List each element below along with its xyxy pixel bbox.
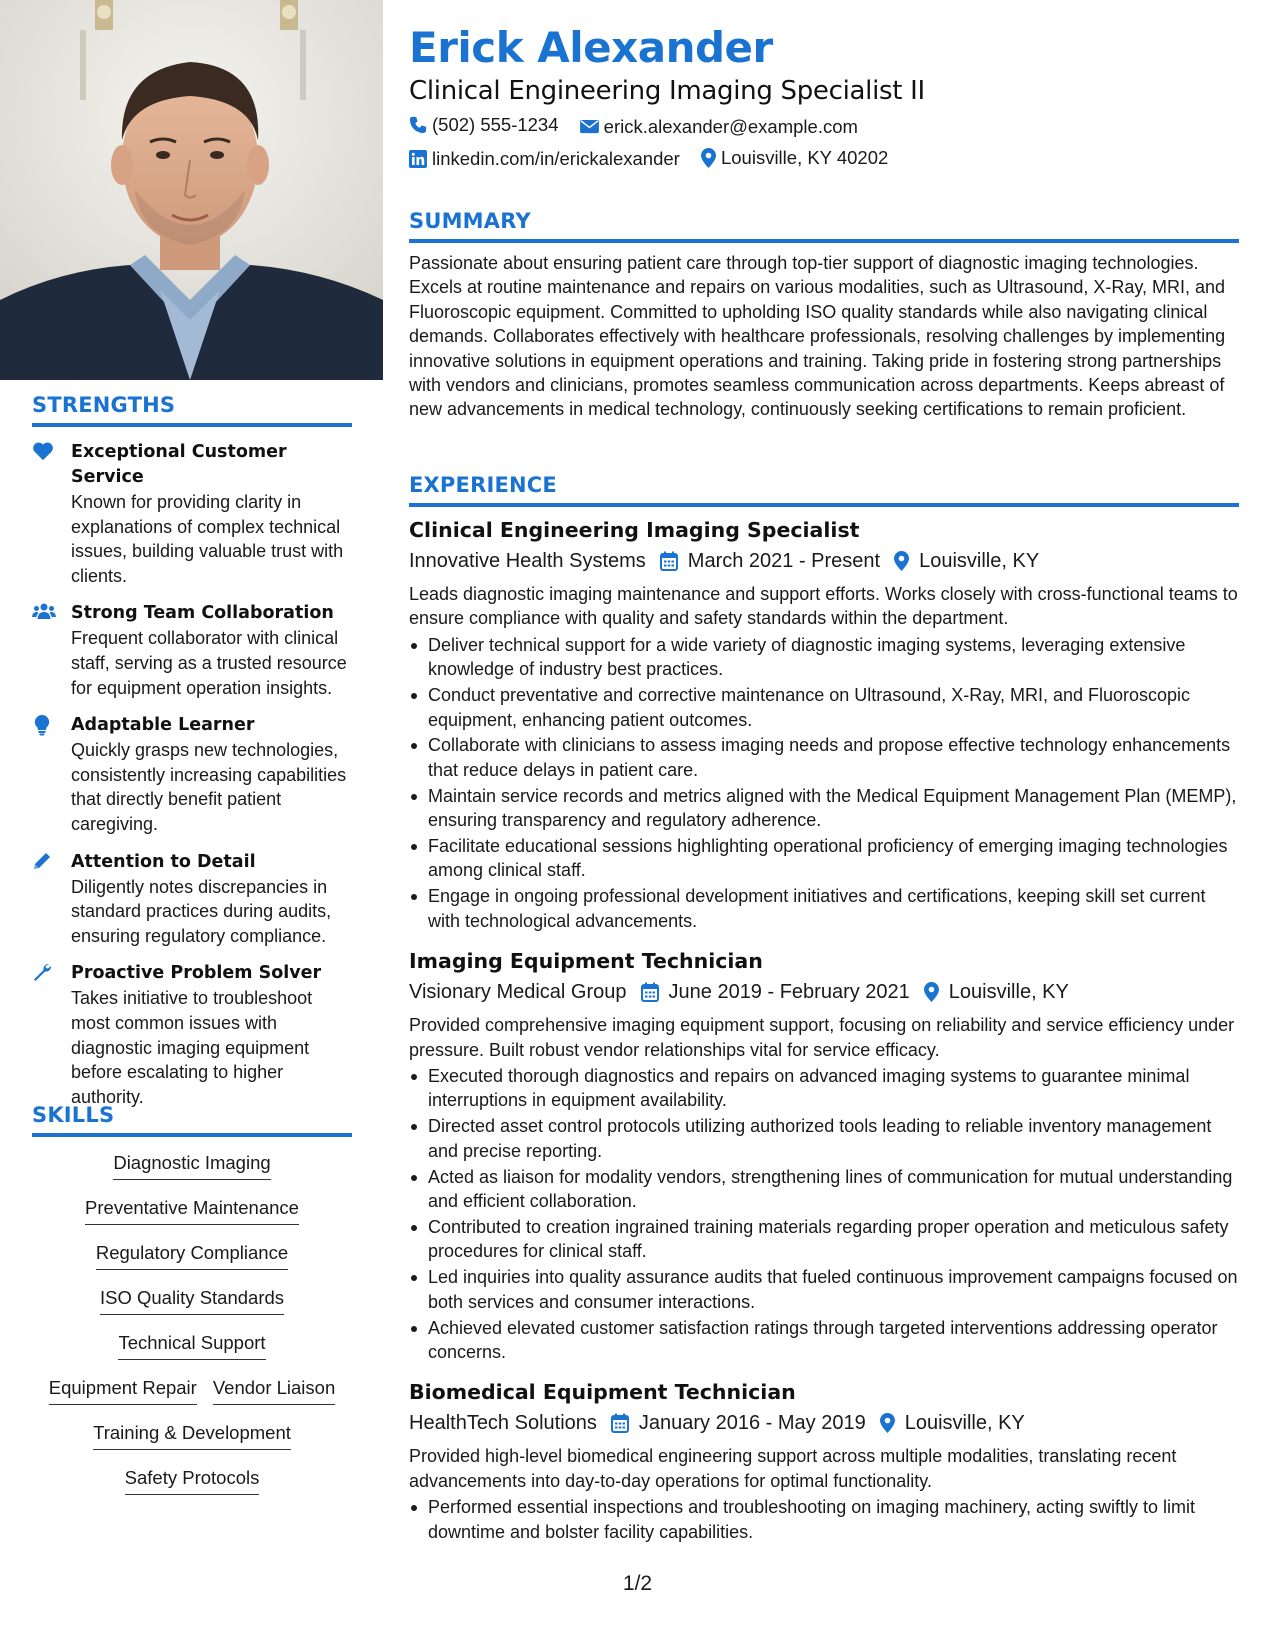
email-text: erick.alexander@example.com (603, 115, 858, 137)
job-bullets (409, 633, 1239, 933)
job-location: Louisville, KY (948, 981, 1069, 1004)
job-location: Louisville, KY (904, 1412, 1025, 1435)
strength-title: Strong Team Collaboration (71, 603, 334, 624)
strength-item (32, 440, 352, 588)
strengths-section (32, 393, 352, 1109)
experience-heading: EXPERIENCE (409, 473, 1239, 507)
strength-title: Exceptional Customer Service (71, 442, 287, 487)
skill-tag: Preventative Maintenance (85, 1196, 299, 1225)
candidate-role: Clinical Engineering Imaging Specialist II (409, 76, 925, 106)
strength-item (32, 961, 352, 1109)
summary-section (409, 209, 1239, 422)
calendar-icon (641, 982, 659, 1002)
job-company: HealthTech Solutions (409, 1412, 597, 1435)
email-contact[interactable] (580, 114, 858, 140)
list-item: Contributed to creation ingrained training materials regarding proper operation and meticulous safety procedures for clinical staff. (409, 1215, 1239, 1264)
users-icon (32, 602, 56, 624)
job-description: Provided comprehensive imaging equipment support, focusing on reliability and service efficiency under pressure. Built robust vendor relationships vital for service efficacy. (409, 1015, 1235, 1060)
job-title: Biomedical Equipment Technician (409, 1380, 796, 1405)
list-item: Maintain service records and metrics aligned with the Medical Equipment Management Plan (MEMP), ensuring transparency and regulatory adherence. (409, 784, 1239, 833)
skill-tag: Diagnostic Imaging (113, 1151, 270, 1180)
skills-heading: SKILLS (32, 1103, 352, 1137)
list-item: Performed essential inspections and troubleshooting on imaging machinery, acting swiftly to limit downtime and bolster facility capabilities. (409, 1495, 1239, 1544)
job-dates: June 2019 - February 2021 (668, 981, 910, 1004)
strength-title: Proactive Problem Solver (71, 963, 322, 984)
skills-section (32, 1103, 352, 1511)
job-meta (409, 977, 1239, 1007)
wrench-icon (32, 962, 56, 984)
job-dates: January 2016 - May 2019 (638, 1412, 866, 1435)
job-company: Innovative Health Systems (409, 550, 646, 572)
job-meta (409, 546, 1239, 576)
calendar-icon (660, 551, 678, 571)
job-title: Imaging Equipment Technician (409, 949, 763, 974)
job-entry (409, 1378, 1239, 1544)
job-meta (409, 1408, 1239, 1438)
strength-desc: Known for providing clarity in explanations of complex technical issues, building valuable trust with clients. (71, 492, 344, 586)
phone-contact[interactable] (409, 112, 559, 138)
phone-text: (502) 555-1234 (432, 114, 559, 135)
strength-item (32, 713, 352, 836)
list-item: Acted as liaison for modality vendors, strengthening lines of communication for mutual understanding and efficient collaboration. (409, 1165, 1239, 1214)
list-item: Deliver technical support for a wide variety of diagnostic imaging systems, leveraging extensive knowledge of industry best practices. (409, 633, 1239, 682)
list-item: Conduct preventative and corrective maintenance on Ultrasound, X-Ray, MRI, and Fluoroscopic equipment, enhancing patient outcomes. (409, 683, 1239, 732)
skill-tag: Regulatory Compliance (96, 1241, 288, 1270)
skill-tag: Vendor Liaison (213, 1376, 335, 1405)
list-item: Collaborate with clinicians to assess imaging needs and propose effective technology enhancements that reduce delays in patient care. (409, 733, 1239, 782)
contact-row-1 (409, 112, 874, 141)
job-title: Clinical Engineering Imaging Specialist (409, 518, 860, 542)
candidate-name: Erick Alexander (409, 23, 773, 72)
location-text: Louisville, KY 40202 (720, 147, 889, 168)
contact-row-2 (409, 145, 904, 175)
map-pin-icon (701, 148, 716, 168)
strength-item (32, 850, 352, 949)
skill-tag: Training & Development (93, 1421, 291, 1450)
linkedin-text: linkedin.com/in/erickalexander (432, 148, 680, 169)
strength-title: Attention to Detail (71, 851, 256, 872)
map-pin-icon (880, 1413, 895, 1433)
page-number: 1/2 (622, 1572, 653, 1595)
job-entry (409, 947, 1239, 1364)
map-pin-icon (894, 551, 909, 571)
job-entry (409, 516, 1239, 933)
lightbulb-icon (32, 714, 56, 736)
list-item: Led inquiries into quality assurance audits that fueled continuous improvement campaigns focused on both services and consumer interactions. (409, 1265, 1239, 1314)
summary-heading: SUMMARY (409, 209, 1239, 243)
pencil-icon (32, 851, 56, 873)
job-bullets (409, 1064, 1239, 1364)
job-company: Visionary Medical Group (409, 981, 627, 1004)
list-item: Directed asset control protocols utilizing authorized tools leading to reliable inventory management and precise reporting. (409, 1114, 1239, 1163)
list-item: Achieved elevated customer satisfaction ratings through targeted interventions addressing operator concerns. (409, 1316, 1239, 1365)
linkedin-contact[interactable] (409, 146, 680, 172)
phone-icon (409, 116, 427, 134)
summary-text: Passionate about ensuring patient care through top-tier support of diagnostic imaging technologies. Excels at routine maintenance and repairs on various modalities, such as Ultrasound, X-Ray, MRI, and Fluoroscopic equipment. Committed to upholding ISO quality standards while also navigating clinical demands. Collaborates effectively with healthcare professionals, resolving challenges by implementing innovative solutions in equipment operations and training. Taking pride in fostering strong partnerships with vendors and clinicians, promotes seamless communication across departments. Keeps abreast of new advancements in medical technology, continuously seeking certifications to remain proficient. (409, 253, 1226, 420)
job-location: Louisville, KY (919, 550, 1040, 572)
calendar-icon (611, 1413, 629, 1433)
skill-tag: ISO Quality Standards (100, 1286, 284, 1315)
job-description: Provided high-level biomedical engineering support across multiple modalities, translating recent advancements into day-to-day operations for optimal functionality. (409, 1446, 1177, 1491)
strength-desc: Quickly grasps new technologies, consistently increasing capabilities that directly benefit patient caregiving. (71, 740, 347, 834)
skill-tag: Safety Protocols (125, 1466, 260, 1495)
strength-item (32, 601, 352, 700)
linkedin-icon (409, 150, 427, 168)
heart-icon (32, 441, 56, 463)
job-description: Leads diagnostic imaging maintenance and support efforts. Works closely with cross-functional teams to ensure compliance with quality and safety standards within the department. (409, 584, 1238, 629)
skills-list (32, 1151, 352, 1511)
list-item: Facilitate educational sessions highlighting operational proficiency of emerging imaging technologies among clinical staff. (409, 834, 1239, 883)
profile-photo-illustration (0, 0, 383, 380)
job-dates: March 2021 - Present (687, 550, 881, 572)
list-item: Executed thorough diagnostics and repairs on advanced imaging systems to guarantee minimal interruptions in equipment availability. (409, 1064, 1239, 1113)
job-bullets (409, 1495, 1239, 1544)
list-item: Engage in ongoing professional development initiatives and certifications, keeping skill set current with technological advancements. (409, 884, 1239, 933)
skill-tag: Equipment Repair (49, 1376, 197, 1405)
strength-desc: Diligently notes discrepancies in standard practices during audits, ensuring regulatory compliance. (71, 876, 332, 946)
strengths-heading: STRENGTHS (32, 393, 352, 427)
strength-desc: Frequent collaborator with clinical staff, serving as a trusted resource for equipment operation insights. (71, 628, 347, 698)
left-column (0, 0, 383, 1650)
strength-title: Adaptable Learner (71, 715, 255, 736)
strength-desc: Takes initiative to troubleshoot most common issues with diagnostic imaging equipment before escalating to higher authority. (71, 988, 313, 1107)
profile-photo (0, 0, 383, 380)
map-pin-icon (924, 982, 939, 1002)
location-contact (701, 145, 888, 171)
envelope-icon (580, 119, 599, 134)
skill-tag: Technical Support (118, 1331, 265, 1360)
experience-section (409, 473, 1239, 1546)
